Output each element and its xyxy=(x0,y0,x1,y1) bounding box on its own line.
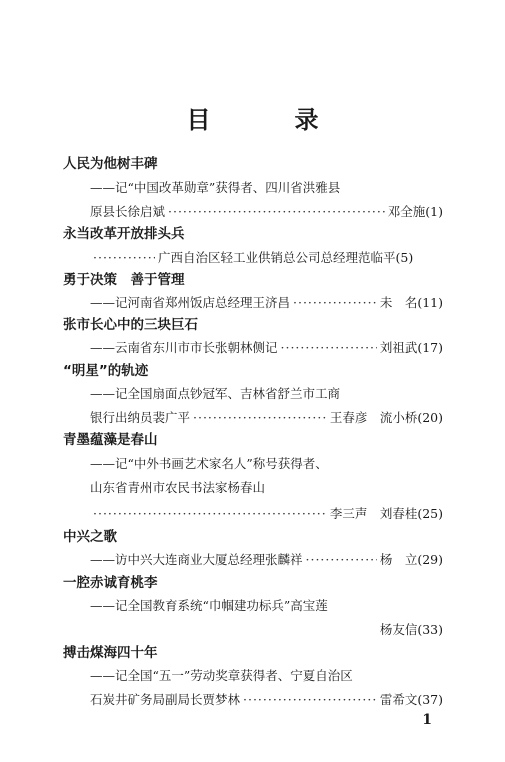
entry-author: 刘祖武 xyxy=(379,340,418,355)
entry-author: 未 名 xyxy=(379,295,418,310)
entry-subtitle: ——记“中外书画艺术家名人”称号获得者、 xyxy=(90,456,328,471)
entry-heading: 中兴之歌 xyxy=(63,529,117,545)
entry-author: 广西自治区轻工业供销总公司总经理范临平 xyxy=(158,250,396,265)
entry-subtitle: ——记全国扇面点钞冠军、吉林省舒兰市工商 xyxy=(90,386,341,401)
entry-subtitle: ——云南省东川市市长张朝林侧记 xyxy=(90,340,278,355)
entry-author: 雷希文 xyxy=(379,692,418,707)
entry-heading: 搏击煤海四十年 xyxy=(63,645,158,661)
entry-author: 杨 立 xyxy=(379,552,418,567)
entry-heading: 一腔赤诚育桃李 xyxy=(63,575,158,591)
dot-leader xyxy=(243,688,377,712)
dot-leader xyxy=(281,336,377,360)
entry-author: 王春彦 流小桥 xyxy=(329,410,418,425)
entry-leader-line xyxy=(90,246,443,270)
entry-subtitle: ——记全国教育系统“巾帼建功标兵”高宝莲 xyxy=(90,598,328,613)
entry-subtitle-cont: 石炭井矿务局副局长贾梦林 xyxy=(90,692,241,707)
entry-leader-line xyxy=(90,291,443,315)
entry-page: (37) xyxy=(417,692,443,707)
toc-title: 目 录 xyxy=(186,106,349,134)
dot-leader xyxy=(168,200,385,224)
entry-heading: “明星”的轨迹 xyxy=(63,363,149,379)
entry-leader-line xyxy=(90,502,443,526)
entry-heading: 勇于决策 善于管理 xyxy=(63,272,185,288)
entry-subtitle-cont: 原县长徐启斌 xyxy=(90,204,166,219)
entry-leader-line xyxy=(90,548,443,572)
dot-leader xyxy=(193,406,327,430)
entry-subtitle: ——记“中国改革勋章”获得者、四川省洪雅县 xyxy=(90,180,341,195)
page-number: 1 xyxy=(422,712,432,728)
entry-page: (29) xyxy=(417,552,443,567)
entry-subtitle: ——记全国“五一”劳动奖章获得者、宁夏自治区 xyxy=(90,668,353,683)
entry-leader-line xyxy=(90,406,443,430)
entry-heading: 青墨蕴藻是春山 xyxy=(63,432,158,448)
entry-heading: 张市长心中的三块巨石 xyxy=(63,317,198,333)
dot-leader xyxy=(93,502,327,526)
entry-leader-line xyxy=(90,200,443,224)
entry-page: (20) xyxy=(417,410,443,425)
dot-leader xyxy=(306,548,377,572)
entry-page: (17) xyxy=(417,340,443,355)
entry-leader-line xyxy=(90,618,443,642)
entry-subtitle: ——记河南省郑州饭店总经理王济昌 xyxy=(90,295,291,310)
entry-subtitle: ——访中兴大连商业大厦总经理张麟祥 xyxy=(90,552,303,567)
dot-leader xyxy=(293,291,377,315)
entry-heading: 永当改革开放排头兵 xyxy=(63,226,185,242)
entry-page: (5) xyxy=(395,250,414,265)
entry-leader-line xyxy=(90,688,443,712)
entry-page: (25) xyxy=(417,506,443,521)
entry-page: (33) xyxy=(417,622,443,637)
entry-page: (11) xyxy=(417,295,443,310)
entry-heading: 人民为他树丰碑 xyxy=(63,156,158,172)
entry-subtitle-cont: 山东省青州市农民书法家杨春山 xyxy=(90,480,266,495)
entry-author: 邓全施 xyxy=(387,204,426,219)
entry-subtitle-cont: 银行出纳员裴广平 xyxy=(90,410,191,425)
entry-author: 李三声 刘春桂 xyxy=(329,506,418,521)
entry-author: 杨友信 xyxy=(379,622,418,637)
entry-page: (1) xyxy=(425,204,443,219)
dot-leader xyxy=(93,246,155,270)
entry-leader-line xyxy=(90,336,443,360)
